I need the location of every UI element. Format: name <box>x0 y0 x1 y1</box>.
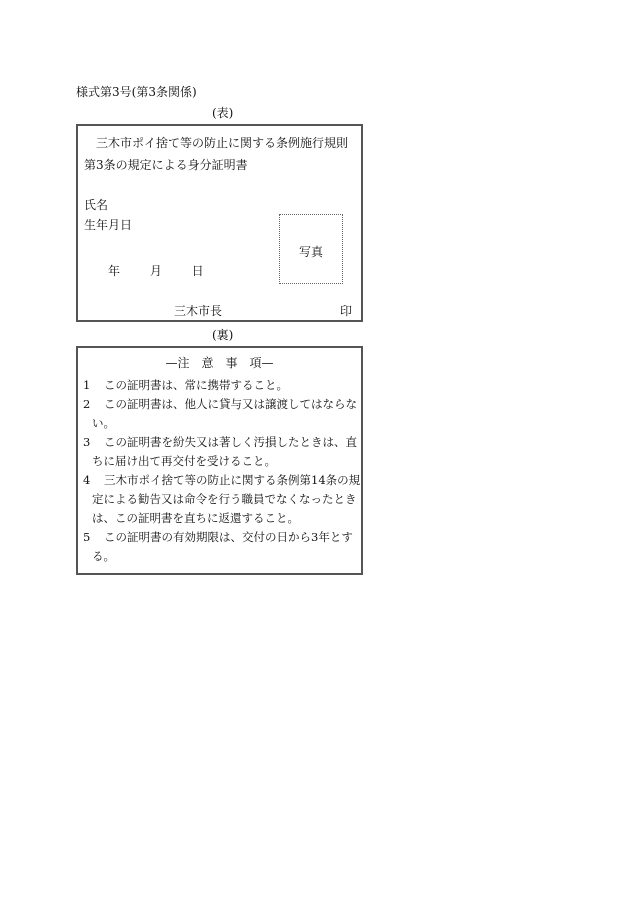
notice-item-text: この証明書を紛失又は著しく汚損したときは、直ちに届け出て再交付を受けること。 <box>92 435 357 468</box>
notice-item-number: 4 <box>83 473 91 487</box>
notice-item-text: この証明書は、常に携帯すること。 <box>104 378 288 392</box>
id-card-front <box>76 124 363 322</box>
notice-item-number: 3 <box>83 435 91 449</box>
notice-item <box>82 433 362 471</box>
notice-item-number: 1 <box>83 378 91 392</box>
card-title: 三木市ポイ捨て等の防止に関する条例施行規則第3条の規定による身分証明書 <box>84 136 349 172</box>
photo-label: 写真 <box>298 245 323 259</box>
name-label: 氏名 <box>84 198 109 212</box>
month-label: 月 <box>149 264 162 278</box>
notice-item-text: この証明書の有効期限は、交付の日から3年とする。 <box>92 530 353 563</box>
id-card-back <box>76 346 363 575</box>
notice-item-number: 2 <box>83 397 91 411</box>
notice-item-text: 三木市ポイ捨て等の防止に関する条例第14条の規定による勧告又は命令を行う職員でなくなったときは、この証明書を直ちに返還すること。 <box>92 473 361 525</box>
issuer-label: 三木市長 <box>174 304 223 318</box>
notice-item <box>82 376 362 395</box>
notice-heading: —注 意 事 項— <box>165 356 274 370</box>
photo-box <box>279 214 343 284</box>
day-label: 日 <box>191 264 204 278</box>
notice-item <box>82 395 362 433</box>
form-number-label: 様式第3号(第3条関係) <box>76 85 197 99</box>
back-side-label: (裏) <box>212 328 234 342</box>
notice-item <box>82 528 362 566</box>
front-side-label: (表) <box>212 106 234 120</box>
year-label: 年 <box>108 264 121 278</box>
notice-item <box>82 471 362 528</box>
notice-list <box>82 376 362 566</box>
birth-date-row <box>108 262 204 279</box>
birth-date-label: 生年月日 <box>84 218 133 232</box>
seal-label: 印 <box>340 304 353 318</box>
notice-item-text: この証明書は、他人に貸与又は譲渡してはならない。 <box>92 397 357 430</box>
notice-item-number: 5 <box>83 530 91 544</box>
